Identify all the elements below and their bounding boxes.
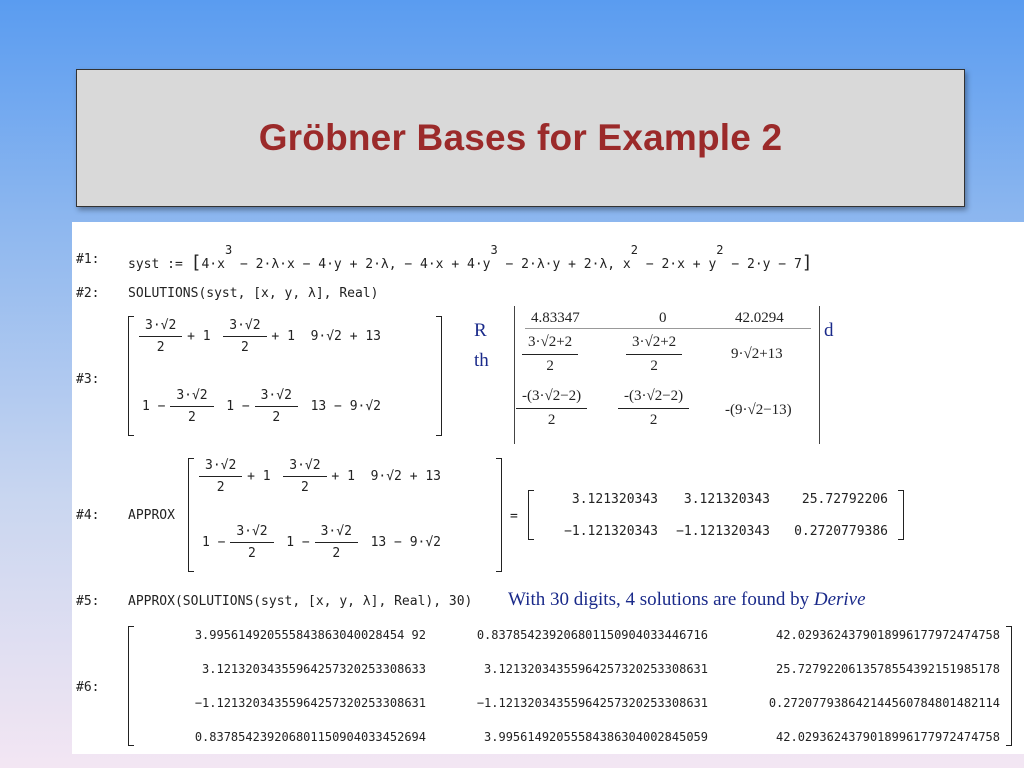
r6-4-c3: 42.0293624379018996177972474758 xyxy=(776,730,1000,744)
approx-r1-c3: 25.72792206 xyxy=(801,492,888,507)
term-4: − 2·x + y xyxy=(638,257,717,272)
matrix-4b-left-bracket xyxy=(528,490,534,540)
overlay-divider xyxy=(525,328,811,329)
hidden-text-a: R xyxy=(474,320,487,341)
matrix-6-left-bracket xyxy=(128,626,134,746)
matrix-4-row-2: 1 − $\frac{3\cdot√2}{2}$ 1 − $\frac{3\cdot√2}{2}$ 13 − 9·√2 xyxy=(202,524,442,561)
term-3: − 2·λ·y + 2·λ, x xyxy=(497,257,631,272)
term-5: − 2·y − 7 xyxy=(723,257,802,272)
overlay-top-c2: 0 xyxy=(659,310,667,326)
exp-1: 3 xyxy=(224,243,233,257)
line-label-5: #5: xyxy=(76,594,100,609)
r6-1-c1: 3.995614920555843863040028454 92 xyxy=(194,628,426,642)
overlay-r1-c1: $\frac{3\cdot√2+2}{2}$ xyxy=(525,334,575,375)
overlay-r2-c1: $\frac{-(3\cdot√2-2)}{2}$ xyxy=(519,388,584,429)
r6-1-c2: 0.837854239206801150904033446716 xyxy=(476,628,708,642)
overlay-r1-c2: $\frac{3\cdot√2+2}{2}$ xyxy=(629,334,679,375)
overlay-matrix xyxy=(514,306,820,444)
exp-2: 3 xyxy=(490,243,498,257)
line-label-6: #6: xyxy=(76,680,100,695)
matrix-6-right-bracket xyxy=(1006,626,1012,746)
approx-r1-c2: 3.121320343 xyxy=(683,492,770,507)
matrix-3-row-2: 1 − $\frac{3\cdot√2}{2}$ 1 − $\frac{3\cdot√2}{2}$ 13 − 9·√2 xyxy=(142,388,382,425)
approx-r2-c3: 0.2720779386 xyxy=(794,524,888,539)
overlay-r1-c3: 9·√2+13 xyxy=(731,346,783,362)
r6-4-c2: 3.99561492055584386304002845059 xyxy=(484,730,708,744)
r6-3-c3: 0.272077938642144560784801482114 xyxy=(768,696,1000,710)
exp-3: 2 xyxy=(630,243,638,257)
r6-4-c1: 0.837854239206801150904033452694 xyxy=(194,730,426,744)
exp-4: 2 xyxy=(716,243,724,257)
overlay-r2-c3: -(9·√2−13) xyxy=(725,402,792,418)
r6-2-c1: 3.12132034355964257320253308633 xyxy=(202,662,426,676)
matrix-4-left-bracket xyxy=(188,458,194,572)
matrix-4b-right-bracket xyxy=(898,490,904,540)
line-label-4: #4: xyxy=(76,508,100,523)
syst-assign: syst := xyxy=(128,257,183,272)
hidden-text-b: th xyxy=(474,350,489,371)
approx-r1-c1: 3.121320343 xyxy=(571,492,658,507)
slide-title-box xyxy=(76,69,965,207)
line-label-1: #1: xyxy=(76,252,100,267)
r6-3-c1: −1.12132034355964257320253308631 xyxy=(194,696,426,710)
overlay-top-c1: 4.83347 xyxy=(531,310,580,326)
term-2: − 2·λ·x − 4·y + 2·λ, − 4·x + 4·y xyxy=(232,257,491,272)
r6-3-c2: −1.12132034355964257320253308631 xyxy=(476,696,708,710)
line-2-solutions: SOLUTIONS(syst, [x, y, λ], Real) xyxy=(128,286,379,301)
term-1: 4·x xyxy=(201,257,225,272)
line-1-expression: syst := [4·x3 − 2·λ·x − 4·y + 2·λ, − 4·x + 4·y3 − 2·λ·y + 2·λ, x2 − 2·x + y2 − 2·y − 7] xyxy=(128,243,813,273)
approx-keyword: APPROX xyxy=(128,508,175,523)
matrix-3-right-bracket xyxy=(436,316,442,436)
matrix-4-row-1: $\frac{3\cdot√2}{2}$ + 1 $\frac{3\cdot√2}{2}$ + 1 9·√2 + 13 xyxy=(202,458,441,495)
matrix-3-row-1: $\frac{3\cdot√2}{2}$ + 1 $\frac{3\cdot√2}{2}$ + 1 9·√2 + 13 xyxy=(142,318,381,355)
line-5-approx-solutions: APPROX(SOLUTIONS(syst, [x, y, λ], Real), 30) xyxy=(128,594,473,609)
approx-r2-c1: −1.121320343 xyxy=(564,524,658,539)
matrix-4-right-bracket xyxy=(496,458,502,572)
line-label-2: #2: xyxy=(76,286,100,301)
matrix-3-left-bracket xyxy=(128,316,134,436)
slide-title: Gröbner Bases for Example 2 xyxy=(258,117,783,158)
hidden-text-c: d xyxy=(824,320,834,341)
r6-1-c3: 42.0293624379018996177972474758 xyxy=(776,628,1000,642)
approx-r2-c2: −1.121320343 xyxy=(676,524,770,539)
overlay-r2-c2: $\frac{-(3\cdot√2-2)}{2}$ xyxy=(621,388,686,429)
line-label-3: #3: xyxy=(76,372,100,387)
derive-worksheet xyxy=(72,222,1024,754)
overlay-top-c3: 42.0294 xyxy=(735,310,784,326)
derive-note: With 30 digits, 4 solutions are found by Derive xyxy=(508,589,866,610)
r6-2-c2: 3.12132034355964257320253308631 xyxy=(484,662,708,676)
r6-2-c3: 25.7279220613578554392151985178 xyxy=(776,662,1000,676)
equals-sign: = xyxy=(510,509,518,524)
